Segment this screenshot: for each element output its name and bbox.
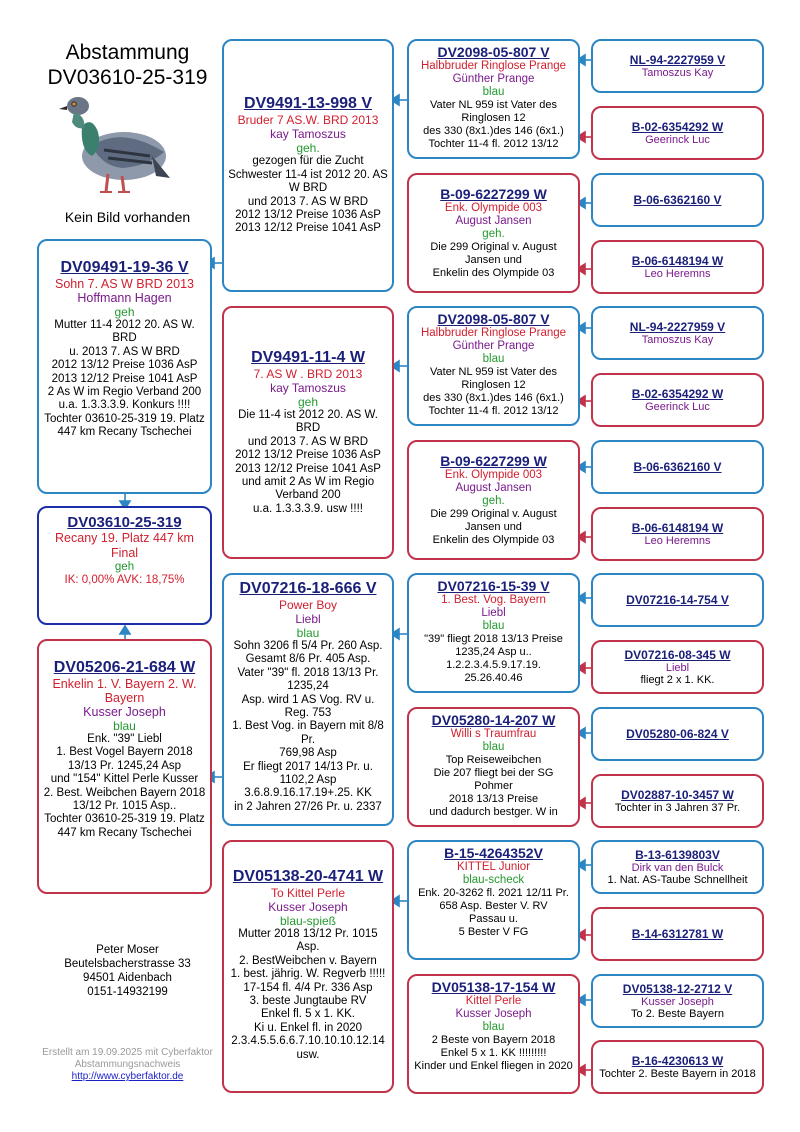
ggp-2-info: Die 299 Original v. August Jansen und Enkelin des Olympide 03 <box>430 241 557 279</box>
ggp-4-name: Enk. Olympide 003 <box>444 469 543 481</box>
gp-ff-ring[interactable]: DV9491-13-998 V <box>243 95 373 113</box>
subject-inbreeding: IK: 0,00% AVK: 18,75% <box>64 574 185 586</box>
ggp-5-name: 1. Best. Vog. Bayern <box>441 594 546 606</box>
gggp-5-owner: Tamoszus Kay <box>641 334 714 346</box>
gggp-2-owner: Geerinck Luc <box>645 134 710 146</box>
gp-fm-ring[interactable]: DV9491-11-4 W <box>251 348 365 366</box>
ggp-4-box[interactable] <box>407 440 580 560</box>
father-info: Mutter 11-4 2012 20. AS W. BRD u. 2013 7. AS W BRD 2012 13/12 Preise 1036 AsP 2013 12/12 Preise 1041 AsP 2 As W im Regio Verband 200 u.a. 1.3.3.3.9. Konkurs !!!! Tochter 03610-25-319 19. Platz 447 km Recany Tschechei <box>44 319 205 439</box>
breeder-phone: 0151-14932199 <box>87 986 168 998</box>
ggp-1-color: blau <box>482 86 505 98</box>
gggp-8-box[interactable] <box>591 507 764 561</box>
ggp-1-ring[interactable]: DV2098-05-807 V <box>437 44 550 60</box>
mother-box[interactable] <box>37 639 212 894</box>
no-picture-caption: Kein Bild vorhanden <box>64 209 191 225</box>
ggp-5-owner: Liebl <box>481 607 506 619</box>
mother-ring[interactable]: DV05206-21-684 W <box>53 659 196 676</box>
ggp-6-box[interactable] <box>407 707 580 827</box>
gggp-5-ring[interactable]: NL-94-2227959 V <box>629 320 726 334</box>
gggp-6-owner: Geerinck Luc <box>645 401 710 413</box>
ggp-3-color: blau <box>482 353 505 365</box>
father-owner: Hoffmann Hagen <box>77 291 172 305</box>
gp-mf-owner: Liebl <box>295 612 321 626</box>
ggp-4-info: Die 299 Original v. August Jansen und Enkelin des Olympide 03 <box>430 508 557 546</box>
ggp-6-info: Top Reiseweibchen Die 207 fliegt bei der SG Pohmer 2018 13/13 Preise und dadurch bestger. W in <box>429 754 558 818</box>
breeder-city: 94501 Aidenbach <box>83 972 172 984</box>
ggp-8-box[interactable] <box>407 974 580 1094</box>
gggp-16-box[interactable] <box>591 1040 764 1094</box>
gggp-11-ring[interactable]: DV05280-06-824 V <box>626 727 729 741</box>
father-ring[interactable]: DV09491-19-36 V <box>60 259 189 276</box>
ggp-7-box[interactable] <box>407 840 580 960</box>
gp-fm-name: 7. AS W . BRD 2013 <box>253 366 363 381</box>
gggp-2-box[interactable] <box>591 106 764 160</box>
breeder-name: Peter Moser <box>96 944 159 956</box>
gggp-14-ring[interactable]: B-14-6312781 W <box>631 927 724 941</box>
breeder-address <box>35 943 220 999</box>
gp-mf-name: Power Boy <box>278 598 338 612</box>
ggp-8-name: Kittel Perle <box>465 995 522 1007</box>
father-color: geh <box>114 305 135 319</box>
footer <box>35 1047 220 1083</box>
ggp-1-box[interactable] <box>407 39 580 159</box>
gggp-11-box[interactable] <box>591 707 764 761</box>
gggp-16-info: Tochter 2. Beste Bayern in 2018 <box>599 1067 756 1080</box>
gggp-6-box[interactable] <box>591 373 764 427</box>
mother-color: blau <box>113 719 136 733</box>
ggp-2-owner: August Jansen <box>455 215 532 227</box>
ggp-3-ring[interactable]: DV2098-05-807 V <box>437 311 550 327</box>
subject-color: geh <box>114 561 135 573</box>
footer-link[interactable]: http://www.cyberfaktor.de <box>71 1071 184 1082</box>
gp-ff-color: geh. <box>296 141 320 156</box>
gp-fm-color: geh <box>297 394 319 409</box>
gggp-1-owner: Tamoszus Kay <box>641 67 714 79</box>
ggp-4-color: geh. <box>482 495 505 507</box>
gp-mf-color: blau <box>296 626 320 640</box>
gggp-8-ring[interactable]: B-06-6148194 W <box>631 521 724 535</box>
gp-fm-owner: kay Tamoszus <box>270 380 346 395</box>
gggp-4-owner: Leo Heremns <box>644 268 711 280</box>
grandfather-father-side-box[interactable] <box>222 39 394 292</box>
mother-owner: Kusser Joseph <box>83 705 166 719</box>
gggp-9-ring[interactable]: DV07216-14-754 V <box>626 593 729 607</box>
breeder-street: Beutelsbacherstrasse 33 <box>64 958 191 970</box>
title-heading: Abstammung <box>65 41 190 64</box>
ggp-5-ring[interactable]: DV07216-15-39 V <box>437 578 550 594</box>
gggp-10-box[interactable] <box>591 640 764 694</box>
gggp-15-box[interactable] <box>591 974 764 1028</box>
gggp-9-box[interactable] <box>591 573 764 627</box>
subject-name: Recany 19. Platz 447 km Final <box>55 531 194 560</box>
gggp-6-ring[interactable]: B-02-6354292 W <box>631 387 724 401</box>
subject-ring[interactable]: DV03610-25-319 <box>67 514 182 531</box>
gp-mm-ring[interactable]: DV05138-20-4741 W <box>232 868 384 885</box>
footer-created: Erstellt am 19.09.2025 mit Cyberfaktor Abstammungsnachweis <box>42 1047 213 1070</box>
gggp-15-owner: Kusser Joseph <box>641 995 714 1008</box>
father-box[interactable] <box>37 239 212 494</box>
ggp-2-box[interactable] <box>407 173 580 293</box>
ggp-3-box[interactable] <box>407 306 580 426</box>
ggp-7-ring[interactable]: B-15-4264352V <box>444 845 543 861</box>
gp-fm-info: Die 11-4 ist 2012 20. AS W. BRD und 2013 7. AS W BRD 2012 13/12 Preise 1036 AsP 2013 12/12 Preise 1041 AsP und amit 2 As W im Regio Verband 200 u.a. 1.3.3.3.9. usw !!!! <box>235 408 381 515</box>
ggp-6-ring[interactable]: DV05280-14-207 W <box>431 712 556 728</box>
gggp-13-box[interactable] <box>591 840 764 894</box>
ggp-5-color: blau <box>482 620 505 632</box>
gggp-7-ring[interactable]: B-06-6362160 V <box>633 460 722 474</box>
gp-ff-name: Bruder 7 AS.W. BRD 2013 <box>237 113 379 128</box>
gggp-1-box[interactable] <box>591 39 764 93</box>
ggp-7-info: Enk. 20-3262 fl. 2021 12/11 Pr. 658 Asp. Bester V. RV Passau u. 5 Bester V FG <box>418 887 569 938</box>
ggp-1-owner: Günther Prange <box>452 73 535 85</box>
gggp-7-box[interactable] <box>591 440 764 494</box>
ggp-7-color: blau-scheck <box>462 874 525 886</box>
gggp-13-info: 1. Nat. AS-Taube Schnellheit <box>607 873 748 886</box>
subject-box[interactable] <box>37 506 212 625</box>
gggp-15-ring[interactable]: DV05138-12-2712 V <box>622 981 733 996</box>
gggp-5-box[interactable] <box>591 306 764 360</box>
ggp-1-info: Vater NL 959 ist Vater des Ringlosen 12 des 330 (8x1.)des 146 (6x1.) Tochter 11-4 fl. 2012 13/12 <box>423 99 564 150</box>
mother-name: Enkelin 1. V. Bayern 2. W. Bayern <box>52 677 197 705</box>
gggp-10-info: fliegt 2 x 1. KK. <box>640 673 715 686</box>
ggp-8-color: blau <box>482 1021 505 1033</box>
ggp-1-name: Halbbruder Ringlose Prange <box>420 60 567 72</box>
gggp-10-owner: Liebl <box>665 661 690 674</box>
gggp-15-info: To 2. Beste Bayern <box>631 1007 724 1020</box>
gggp-10-ring[interactable]: DV07216-08-345 W <box>624 647 731 662</box>
gggp-12-info: Tochter in 3 Jahren 37 Pr. <box>614 801 741 814</box>
ggp-5-info: "39" fliegt 2018 13/13 Preise 1235,24 Asp u.. 1.2.2.3.4.5.9.17.19. 25.26.40.46 <box>424 633 563 684</box>
grandfather-mother-side-box[interactable] <box>222 573 394 826</box>
gp-mm-name: To Kittel Perle <box>270 886 346 900</box>
ggp-4-owner: August Jansen <box>455 482 532 494</box>
gp-ff-info: gezogen für die Zucht Schwester 11-4 ist 2012 20. AS W BRD und 2013 7. AS W BRD 2012 13/12 Preise 1036 AsP 2013 12/12 Preise 1041 AsP <box>228 155 388 235</box>
gp-mf-info: Sohn 3206 fl 5/4 Pr. 260 Asp. Gesamt 8/6 Pr. 405 Asp. Vater "39" fl. 2018 13/13 Pr. 1235,24 Asp. wird 1 AS Vog. RV u. Reg. 753 1. Best Vog. in Bayern mit 8/8 Pr. 769,98 Asp Er fliegt 2017 14/13 Pr. u. 1102,2 Asp 3.6.8.9.16.17.19+.25. KK in 2 Jahren 27/26 Pr. u. 2337 <box>232 640 384 813</box>
gggp-3-ring[interactable]: B-06-6362160 V <box>633 193 722 207</box>
ggp-3-info: Vater NL 959 ist Vater des Ringlosen 12 des 330 (8x1.)des 146 (6x1.) Tochter 11-4 fl. 2012 13/12 <box>423 366 564 417</box>
ggp-2-color: geh. <box>482 228 505 240</box>
ggp-3-owner: Günther Prange <box>452 340 535 352</box>
gggp-13-owner: Dirk van den Bulck <box>631 861 724 874</box>
gggp-1-ring[interactable]: NL-94-2227959 V <box>629 53 726 67</box>
ggp-3-name: Halbbruder Ringlose Prange <box>420 327 567 339</box>
ggp-6-color: blau <box>482 741 505 753</box>
grandmother-father-side-box[interactable] <box>222 306 394 559</box>
gggp-4-ring[interactable]: B-06-6148194 W <box>631 254 724 268</box>
gggp-3-box[interactable] <box>591 173 764 227</box>
father-name: Sohn 7. AS W BRD 2013 <box>55 277 194 291</box>
ggp-2-ring[interactable]: B-09-6227299 W <box>440 186 547 202</box>
pigeon-image <box>52 86 172 204</box>
gggp-13-ring[interactable]: B-13-6139803V <box>635 847 720 862</box>
gp-mm-color: blau-spieß <box>279 914 337 928</box>
gp-mm-info: Mutter 2018 13/12 Pr. 1015 Asp. 2. BestWeibchen v. Bayern 1. best. jährig. W. Regverb !!!!! 17-154 fl. 4/4 Pr. 336 Asp 3. beste Jungtaube RV Enkel fl. 5 x 1. KK. Ki u. Enkel fl. in 2020 2.3.4.5.5.6.6.7.10.10.10.12.14 usw. <box>230 928 386 1061</box>
gggp-16-ring[interactable]: B-16-4230613 W <box>631 1053 724 1068</box>
gggp-12-ring[interactable]: DV02887-10-3457 W <box>621 787 734 802</box>
ggp-4-ring[interactable]: B-09-6227299 W <box>440 453 547 469</box>
gggp-12-box[interactable] <box>591 774 764 828</box>
grandmother-mother-side-box[interactable] <box>222 840 394 1093</box>
ggp-8-ring[interactable]: DV05138-17-154 W <box>431 979 556 995</box>
mother-info: Enk. "39" Liebl 1. Best Vogel Bayern 2018 13/13 Pr. 1245,24 Asp und "154" Kittel Perle Kusser 2. Best. Weibchen Bayern 2018 13/12 Pr. 1015 Asp.. Tochter 03610-25-319 19. Platz 447 km Recany Tschechei <box>43 733 206 839</box>
gp-mm-owner: Kusser Joseph <box>268 900 348 914</box>
ggp-8-info: 2 Beste von Bayern 2018 Enkel 5 x 1. KK !!!!!!!!! Kinder und Enkel fliegen in 2020 <box>414 1034 573 1072</box>
ggp-2-name: Enk. Olympide 003 <box>444 202 543 214</box>
gp-ff-owner: kay Tamoszus <box>270 127 346 142</box>
ggp-6-name: Willi s Traumfrau <box>450 728 537 740</box>
gggp-8-owner: Leo Heremns <box>644 535 711 547</box>
ggp-8-owner: Kusser Joseph <box>455 1008 532 1020</box>
ggp-5-box[interactable] <box>407 573 580 693</box>
gggp-14-box[interactable] <box>591 907 764 961</box>
gp-mf-ring[interactable]: DV07216-18-666 V <box>239 580 377 597</box>
gggp-2-ring[interactable]: B-02-6354292 W <box>631 120 724 134</box>
page-title <box>35 40 220 90</box>
ggp-7-name: KITTEL Junior <box>456 861 531 873</box>
gggp-4-box[interactable] <box>591 240 764 294</box>
title-ring-number: DV03610-25-319 <box>47 66 208 89</box>
